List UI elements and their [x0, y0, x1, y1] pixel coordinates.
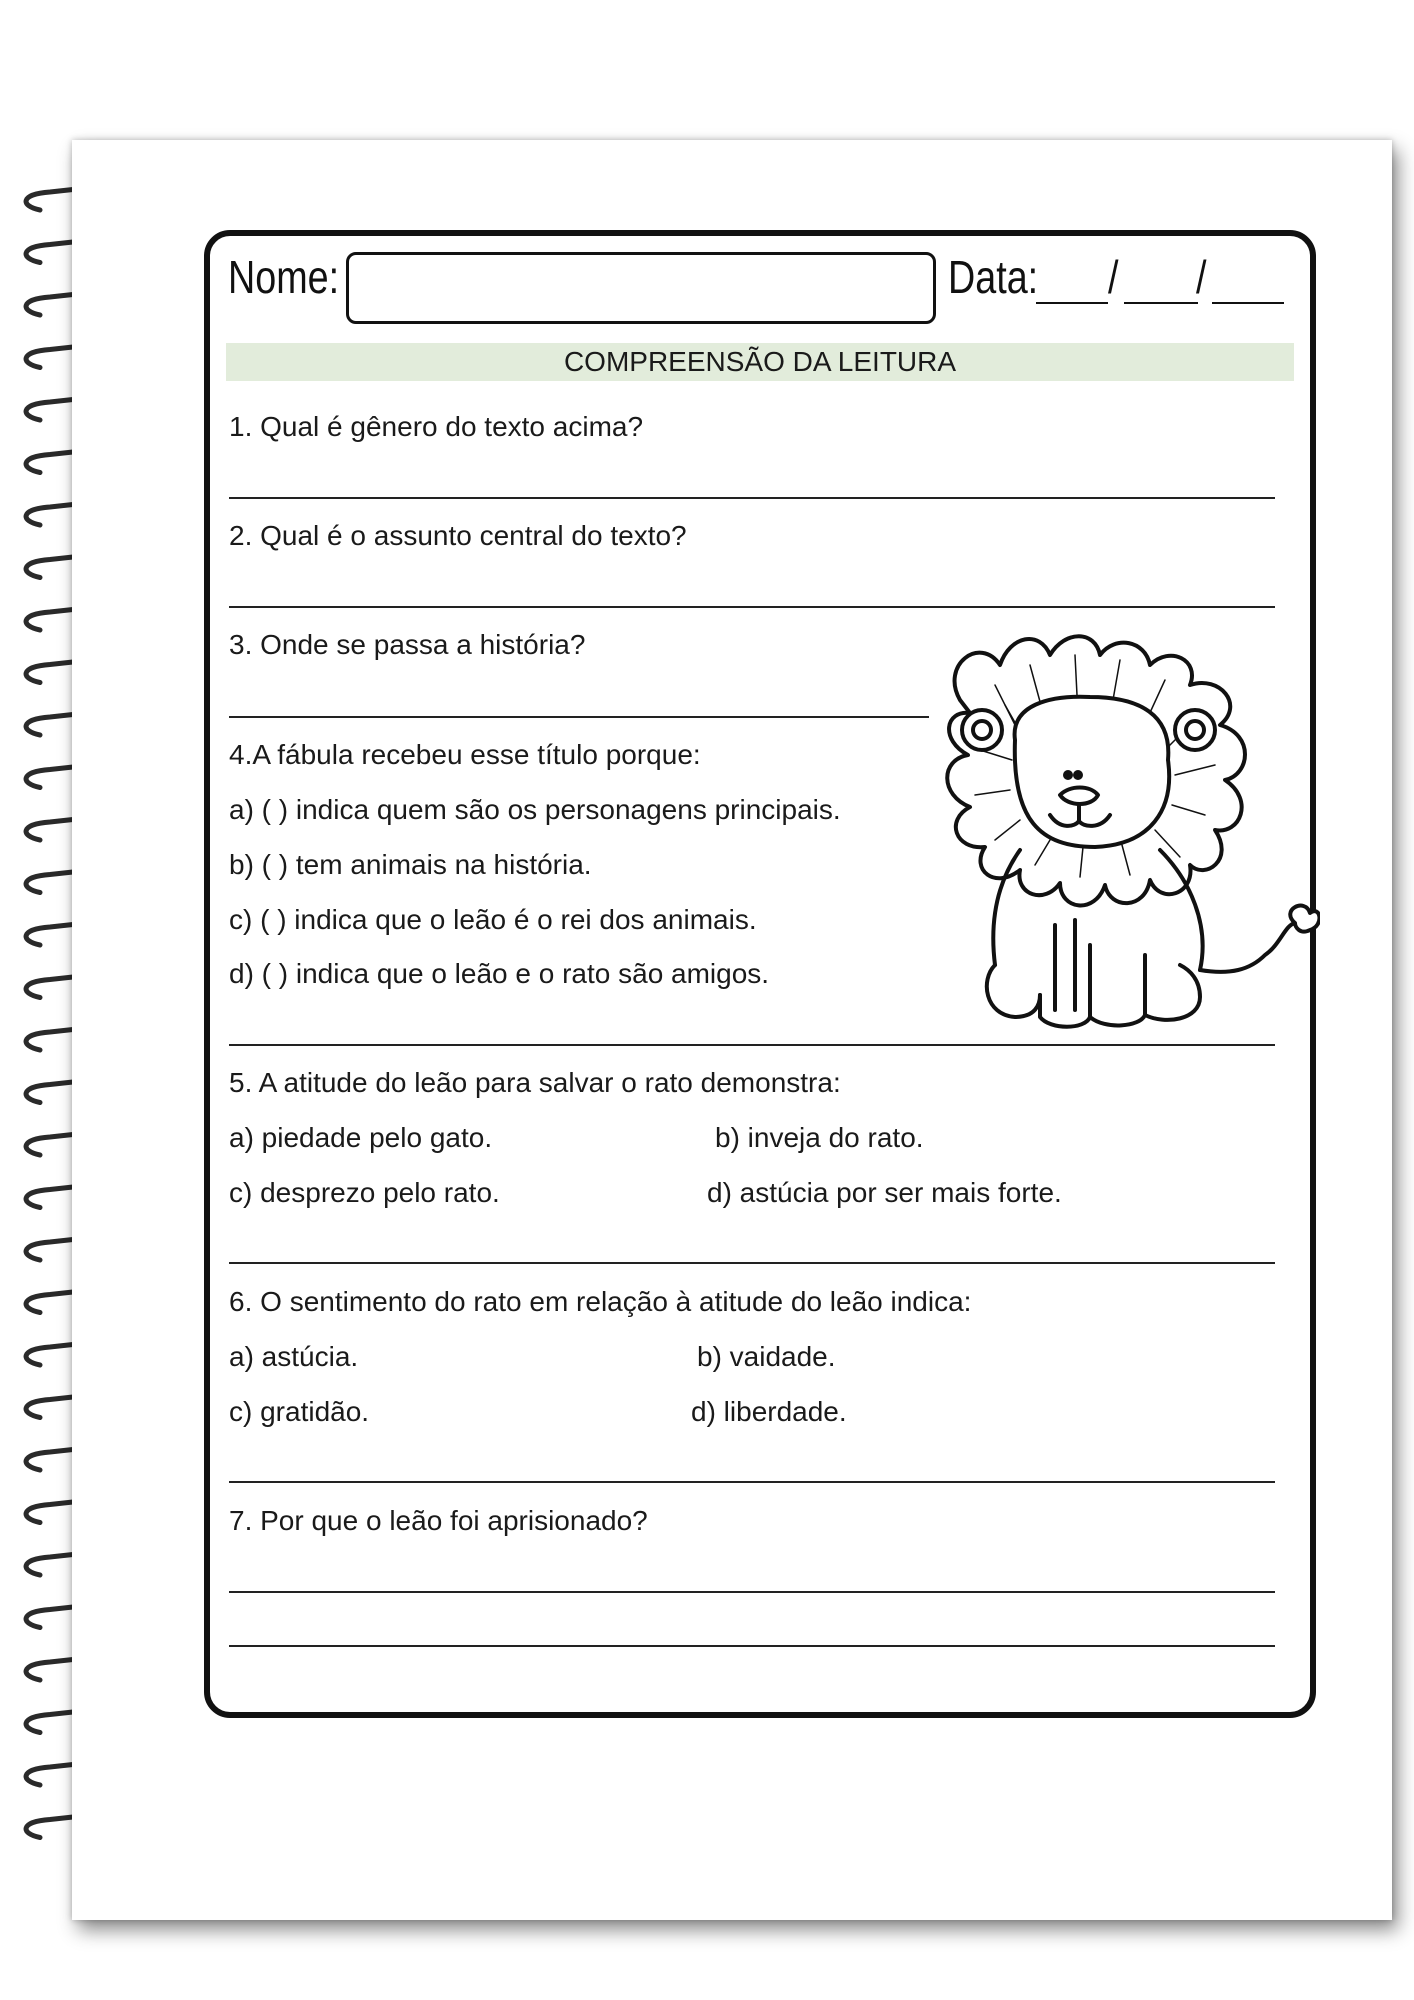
date-year-line[interactable]	[1212, 302, 1284, 304]
question-4-option-a[interactable]: a) ( ) indica quem são os personagens principais.	[229, 794, 841, 825]
answer-line-6[interactable]	[229, 1481, 1275, 1483]
question-2: 2. Qual é o assunto central do texto?	[229, 520, 687, 551]
date-label: Data:	[948, 251, 1039, 303]
question-6-option-d[interactable]: d) liberdade.	[691, 1396, 847, 1427]
question-5-option-b[interactable]: b) inveja do rato.	[715, 1122, 924, 1153]
answer-line-1[interactable]	[229, 497, 1275, 499]
page-title: COMPREENSÃO DA LEITURA	[563, 346, 957, 377]
answer-line-7b[interactable]	[229, 1645, 1275, 1647]
question-6-option-b[interactable]: b) vaidade.	[697, 1341, 836, 1372]
question-6-option-a[interactable]: a) astúcia.	[229, 1341, 359, 1372]
name-field[interactable]	[346, 252, 936, 324]
date-separator: /	[1108, 251, 1119, 303]
question-4-option-b[interactable]: b) ( ) tem animais na história.	[229, 849, 592, 880]
question-4-option-c[interactable]: c) ( ) indica que o leão é o rei dos animais.	[229, 904, 757, 935]
question-5: 5. A atitude do leão para salvar o rato demonstra:	[229, 1067, 841, 1098]
answer-line-7a[interactable]	[229, 1591, 1275, 1593]
question-4-option-d[interactable]: d) ( ) indica que o leão e o rato são amigos.	[229, 958, 770, 989]
question-1: 1. Qual é gênero do texto acima?	[229, 411, 644, 442]
question-6-option-c[interactable]: c) gratidão.	[229, 1396, 370, 1427]
question-4: 4.A fábula recebeu esse título porque:	[229, 739, 701, 770]
question-5-option-a[interactable]: a) piedade pelo gato.	[229, 1122, 493, 1153]
date-separator: /	[1196, 251, 1207, 303]
answer-line-5[interactable]	[229, 1262, 1275, 1264]
answer-line-2[interactable]	[229, 606, 1275, 608]
date-day-line[interactable]	[1036, 302, 1108, 304]
question-5-option-d[interactable]: d) astúcia por ser mais forte.	[707, 1177, 1062, 1208]
question-3: 3. Onde se passa a história?	[229, 629, 586, 660]
question-5-option-c[interactable]: c) desprezo pelo rato.	[229, 1177, 500, 1208]
date-month-line[interactable]	[1124, 302, 1198, 304]
lion-icon	[900, 625, 1320, 1075]
answer-line-3[interactable]	[229, 716, 929, 718]
name-label: Nome:	[228, 251, 340, 303]
question-7: 7. Por que o leão foi aprisionado?	[229, 1505, 648, 1536]
question-6: 6. O sentimento do rato em relação à atitude do leão indica:	[229, 1286, 972, 1317]
